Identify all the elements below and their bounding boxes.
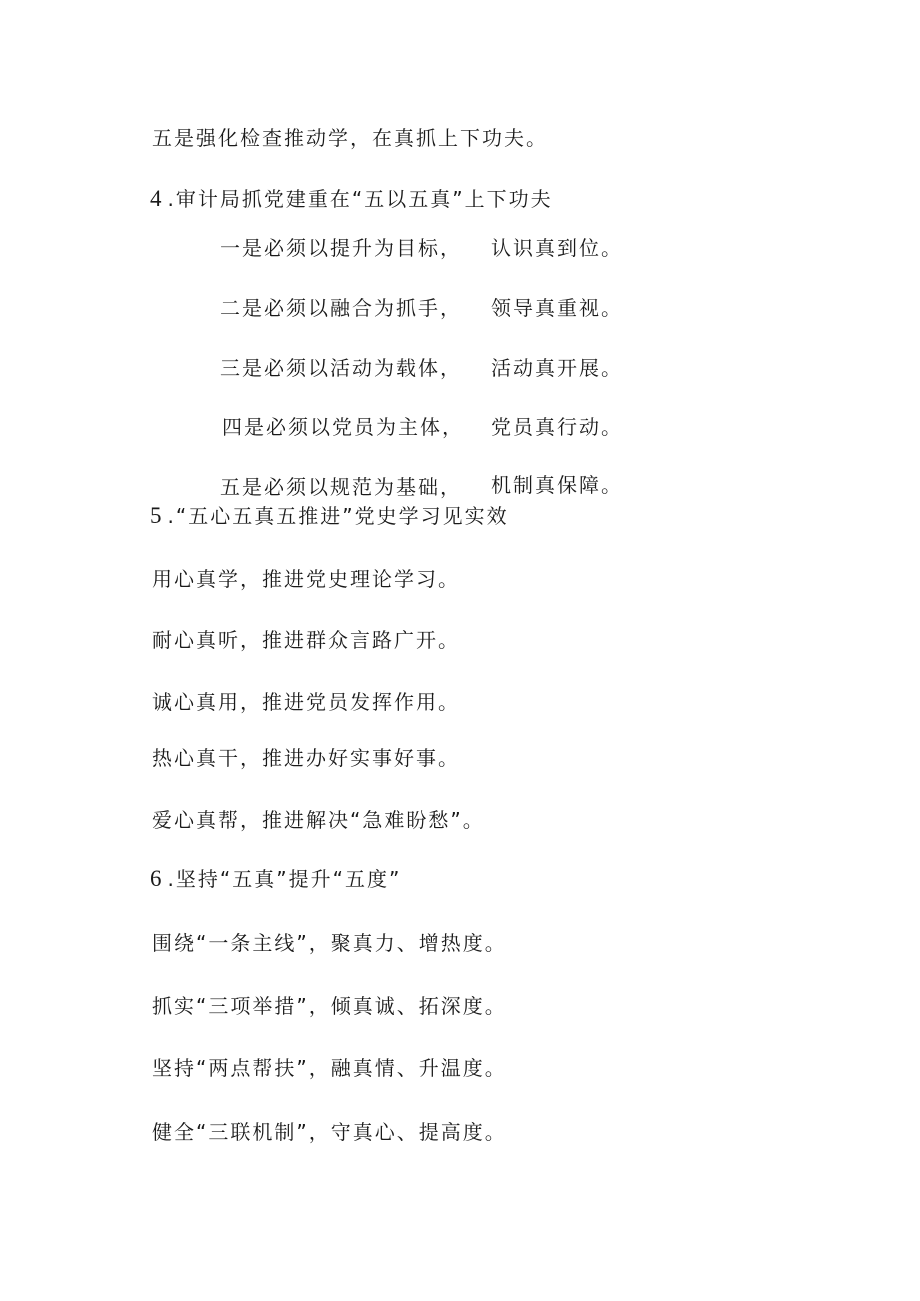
section-5-number: 5: [150, 503, 164, 528]
section-5-title: .“五心五真五推进”党史学习见实效: [167, 504, 509, 528]
section-4-item-left: 五是必须以规范为基础，: [220, 475, 462, 499]
section-4-item-left: 一是必须以提升为目标，: [220, 236, 462, 260]
section-4-item-right: 活动真开展。: [491, 356, 623, 380]
section-4-item-right: 党员真行动。: [491, 415, 623, 439]
section-4-item-left: 二是必须以融合为抓手，: [220, 296, 462, 320]
section-5-heading: [150, 504, 509, 528]
section-4-item-right: 领导真重视。: [491, 296, 623, 320]
section-5-item: 用心真学，推进党史理论学习。: [152, 567, 460, 591]
section-5-item: 爱心真帮，推进解决“急难盼愁”。: [152, 808, 485, 832]
section-6-title: .坚持“五真”提升“五度”: [167, 867, 402, 891]
section-4-item-right: 认识真到位。: [491, 236, 623, 260]
section-6-heading: [150, 867, 401, 891]
section-5-item: 诚心真用，推进党员发挥作用。: [152, 690, 460, 714]
section-6-item: 抓实“三项举措”，倾真诚、拓深度。: [152, 994, 507, 1018]
section-4-number: 4: [150, 186, 164, 211]
section-5-item: 耐心真听，推进群众言路广开。: [152, 628, 460, 652]
section-6-item: 围绕“一条主线”，聚真力、增热度。: [152, 931, 507, 955]
section-6-item: 坚持“两点帮扶”，融真情、升温度。: [152, 1056, 507, 1080]
section-4-item-left: 三是必须以活动为载体，: [220, 356, 462, 380]
section-4-heading: [150, 187, 553, 211]
section-5-item: 热心真干，推进办好实事好事。: [152, 746, 460, 770]
section-6-number: 6: [150, 866, 164, 891]
section-4-item-right: 机制真保障。: [491, 473, 623, 497]
section-4-item-left: 四是必须以党员为主体，: [222, 415, 464, 439]
section-6-item: 健全“三联机制”，守真心、提高度。: [152, 1120, 507, 1144]
paragraph-intro: 五是强化检查推动学，在真抓上下功夫。: [152, 126, 548, 150]
section-4-title: .审计局抓党建重在“五以五真”上下功夫: [167, 187, 553, 211]
